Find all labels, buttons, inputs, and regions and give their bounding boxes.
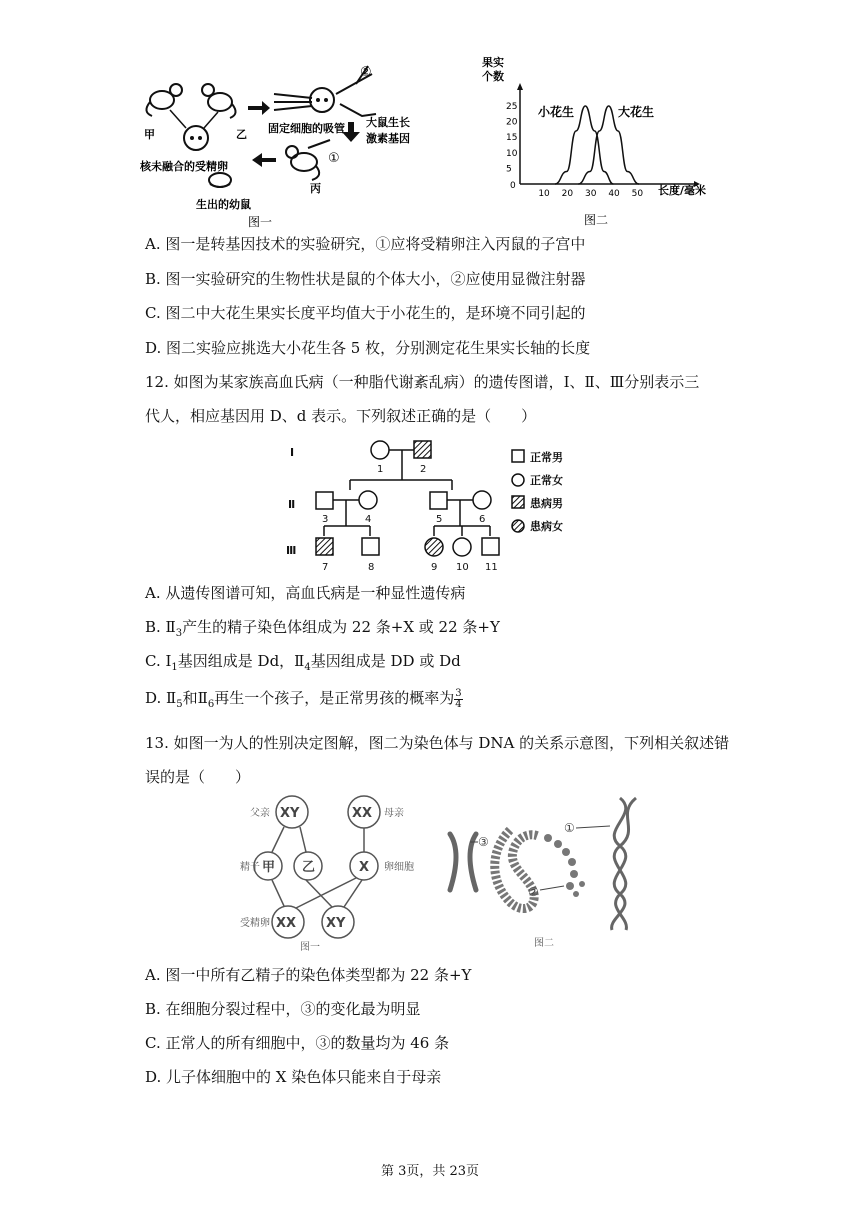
pedigree-individual-5 [430, 492, 447, 509]
label-growth-gene-2: 激素基因 [366, 132, 410, 145]
pedigree-id-3: 3 [322, 514, 329, 525]
pedigree-individual-3 [316, 492, 333, 509]
arrow-right-icon [248, 101, 270, 115]
chart-xlabel: 长度/毫米 [658, 184, 707, 197]
q12-option-c: C. $Ⅰ_1$基因组成是 Dd，$Ⅱ_4$基因组成是 DD 或 Dd [145, 652, 461, 673]
y-tick-label: 10 [506, 148, 518, 159]
q12-stem-line2: 代人，相应基因用 D、d 表示。下列叙述正确的是（ ） [145, 407, 537, 425]
label-bing: 丙 [310, 182, 321, 195]
label-zygote: 受精卵 [240, 918, 270, 929]
q11-option-d: D. 图二实验应挑选大小花生各 5 枚，分别测定花生果实长轴的长度 [145, 339, 591, 357]
pedigree-id-1: 1 [377, 464, 384, 475]
pedigree-individual-7 [316, 538, 333, 555]
legend-affected-male: 患病男 [530, 497, 563, 510]
marker-3: ③ [478, 835, 489, 849]
label-offspring: 生出的幼鼠 [196, 198, 251, 211]
marker-1-q13: ① [564, 821, 575, 835]
label-pipette: 固定细胞的吸管 [268, 122, 345, 135]
x-tick-label: 20 [561, 189, 574, 199]
legend-affected-male-icon [512, 496, 524, 508]
pedigree-id-7: 7 [322, 562, 329, 573]
figure-2-chart [480, 52, 740, 230]
legend-affected-female: 患病女 [530, 520, 563, 533]
legend-normal-male: 正常男 [530, 451, 563, 464]
x-tick-label: 40 [608, 189, 620, 199]
origin-label: 0 [510, 181, 516, 191]
chart-series-small-label: 小花生 [538, 105, 575, 119]
figure-1-caption-q13: 图一 [300, 942, 320, 952]
mouse-bing-icon [286, 140, 330, 180]
pedigree-individual-11 [482, 538, 499, 555]
pedigree-individual-9 [425, 538, 443, 556]
generation-3-label: Ⅲ [286, 544, 297, 557]
pedigree-id-8: 8 [368, 562, 375, 573]
pedigree-individual-10 [453, 538, 471, 556]
label-father: 父亲 [250, 808, 270, 819]
generation-1-label: Ⅰ [290, 446, 295, 459]
y-axis-arrow-icon [517, 83, 523, 90]
label-jia: 甲 [144, 128, 155, 141]
figure-1-caption: 图一 [248, 215, 273, 229]
q13-option-b: B. 在细胞分裂过程中，③的变化最为明显 [145, 1000, 421, 1018]
generation-2-label: Ⅱ [288, 498, 296, 511]
marker-1: ① [328, 151, 340, 166]
father-genotype: XY [280, 806, 300, 821]
q11-option-b: B. 图一实验研究的生物性状是鼠的个体大小，②应使用显微注射器 [145, 270, 586, 288]
pedigree-id-9: 9 [431, 562, 438, 573]
q12-option-d: D. $Ⅱ_5$和$Ⅱ_6$再生一个孩子，是正常男孩的概率为 $\frac{3}{4}$ [145, 687, 462, 710]
pedigree-id-2: 2 [420, 464, 427, 475]
y-tick-label: 15 [506, 133, 518, 144]
x-tick-label: 30 [585, 189, 597, 199]
label-growth-gene-1: 大鼠生长 [366, 116, 410, 129]
chromosome-dna-figure [440, 790, 650, 952]
nucleosome-beads [544, 834, 585, 897]
label-sperm: 精子 [240, 862, 260, 873]
label-unfused-egg: 核未融合的受精卵 [140, 160, 228, 173]
mouse-yi-icon [202, 84, 236, 118]
pedigree-id-6: 6 [479, 514, 486, 525]
chart-ylabel-2: 个数 [482, 70, 504, 83]
pedigree-id-10: 10 [456, 562, 469, 573]
pedigree-individual-4 [359, 491, 377, 509]
dna-helix-icon [612, 798, 636, 930]
fraction: $\frac{3}{4}$ [455, 687, 462, 710]
q12-option-b: B. $Ⅱ_3$产生的精子染色体组成为 22 条+X 或 22 条+Y [145, 618, 500, 639]
figure-2-caption-q13: 图二 [534, 938, 554, 949]
pedigree-id-4: 4 [365, 514, 372, 525]
cell-icon [310, 88, 334, 112]
legend-normal-female-icon [512, 474, 524, 486]
zygote-xy: XY [326, 916, 346, 931]
q11-option-a: A. 图一是转基因技术的实验研究，①应将受精卵注入丙鼠的子宫中 [145, 235, 586, 253]
q12-option-a: A. 从遗传图谱可知，高血氏病是一种显性遗传病 [145, 584, 466, 602]
chart-ylabel-1: 果实 [482, 56, 504, 69]
page-footer: 第 3页，共 23页 [380, 1164, 480, 1179]
pedigree-individual-8 [362, 538, 379, 555]
label-mother: 母亲 [384, 808, 404, 819]
x-tick-label: 10 [538, 189, 550, 199]
q13-stem-line1: 13. 如图一为人的性别决定图解，图二为染色体与 DNA 的关系示意图，下列相关叙述错 [145, 734, 730, 752]
y-tick-label: 20 [506, 117, 518, 128]
pedigree-id-5: 5 [436, 514, 443, 525]
marker-2-q13: ② [528, 885, 539, 899]
sperm-jia: 甲 [262, 860, 276, 875]
q13-stem-line2: 误的是（ ） [145, 768, 251, 786]
figure-1-transgenic [140, 60, 440, 230]
y-tick-label: 25 [506, 102, 518, 112]
q11-option-c: C. 图二中大花生果实长度平均值大于小花生的，是环境不同引起的 [145, 304, 586, 322]
chart-series-large-label: 大花生 [618, 105, 655, 119]
pedigree-individual-2 [414, 441, 431, 458]
x-tick-label: 50 [631, 189, 644, 199]
baby-mouse-icon [209, 173, 231, 187]
legend-affected-female-icon [512, 520, 524, 532]
mother-genotype: XX [352, 806, 373, 821]
sperm-yi: 乙 [302, 860, 316, 875]
mouse-jia-icon [146, 84, 182, 116]
marker-2: ② [360, 65, 372, 80]
y-tick-label: 5 [506, 164, 512, 175]
q13-option-a: A. 图一中所有乙精子的染色体类型都为 22 条+Y [145, 966, 472, 984]
q13-option-c: C. 正常人的所有细胞中，③的数量均为 46 条 [145, 1034, 450, 1052]
arrow-left-icon [252, 153, 276, 167]
chart-axes [506, 83, 700, 199]
pedigree-chart [280, 430, 590, 580]
pedigree-individual-1 [371, 441, 389, 459]
pipette-icon [274, 94, 312, 110]
label-egg: 卵细胞 [384, 862, 414, 873]
figure-2-caption: 图二 [584, 213, 609, 227]
legend-normal-male-icon [512, 450, 524, 462]
egg-x: X [359, 860, 370, 875]
zygote-xx: XX [276, 916, 297, 931]
pedigree-individual-6 [473, 491, 491, 509]
legend-normal-female: 正常女 [530, 474, 563, 487]
q12-stem-line1: 12. 如图为某家族高血氏病（一种脂代谢紊乱病）的遗传图谱，Ⅰ、Ⅱ、Ⅲ分别表示三 [145, 373, 700, 391]
q13-option-d: D. 儿子体细胞中的 X 染色体只能来自于母亲 [145, 1068, 442, 1086]
label-yi: 乙 [236, 128, 247, 141]
sex-determination-figure [240, 790, 440, 952]
egg-icon [184, 126, 208, 150]
pedigree-id-11: 11 [485, 562, 498, 573]
